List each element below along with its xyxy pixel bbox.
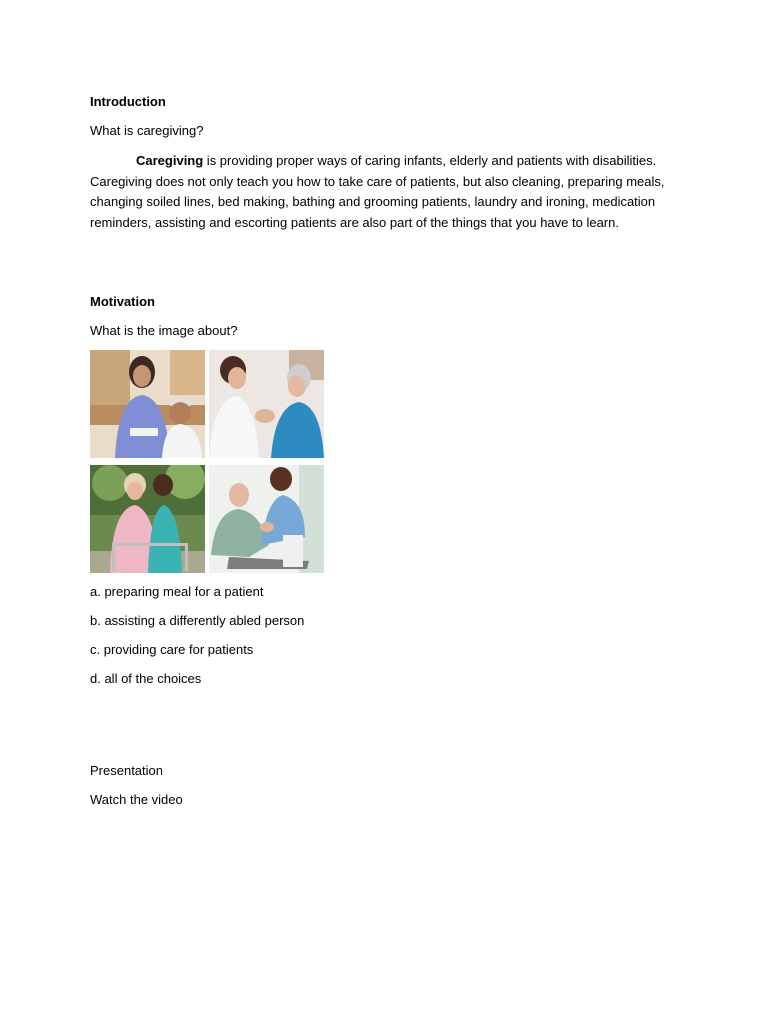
presentation-instruction: Watch the video <box>90 792 183 807</box>
caregiver-serving-meal-photo <box>90 350 205 458</box>
introduction-body: is providing proper ways of caring infants, elderly and patients with disabilities. Caregiving does not only teach you how to take care of patients, but also cleaning, preparing meals, changing soiled lines, bed making, bathing and grooming patients, laundry and ironing, medication reminders, assisting and escorting patients are also part of the things that you have to learn. <box>90 153 665 231</box>
motivation-question: What is the image about? <box>90 323 238 338</box>
caregiver-assisting-walker-photo <box>90 465 205 573</box>
presentation-heading: Presentation <box>90 763 163 778</box>
choice-a: a. preparing meal for a patient <box>90 584 264 599</box>
choice-b: b. assisting a differently abled person <box>90 613 305 628</box>
caregiving-term: Caregiving <box>136 153 204 168</box>
introduction-question: What is caregiving? <box>90 123 204 138</box>
caregiver-holding-elderly-hand-photo <box>209 350 324 458</box>
caregiver-helping-patient-sit-photo <box>209 465 324 573</box>
introduction-heading: Introduction <box>90 94 166 109</box>
introduction-paragraph <box>90 151 680 234</box>
choice-d: d. all of the choices <box>90 671 202 686</box>
motivation-heading: Motivation <box>90 294 155 309</box>
caregiving-image-collage <box>90 350 324 573</box>
choice-c: c. providing care for patients <box>90 642 254 657</box>
